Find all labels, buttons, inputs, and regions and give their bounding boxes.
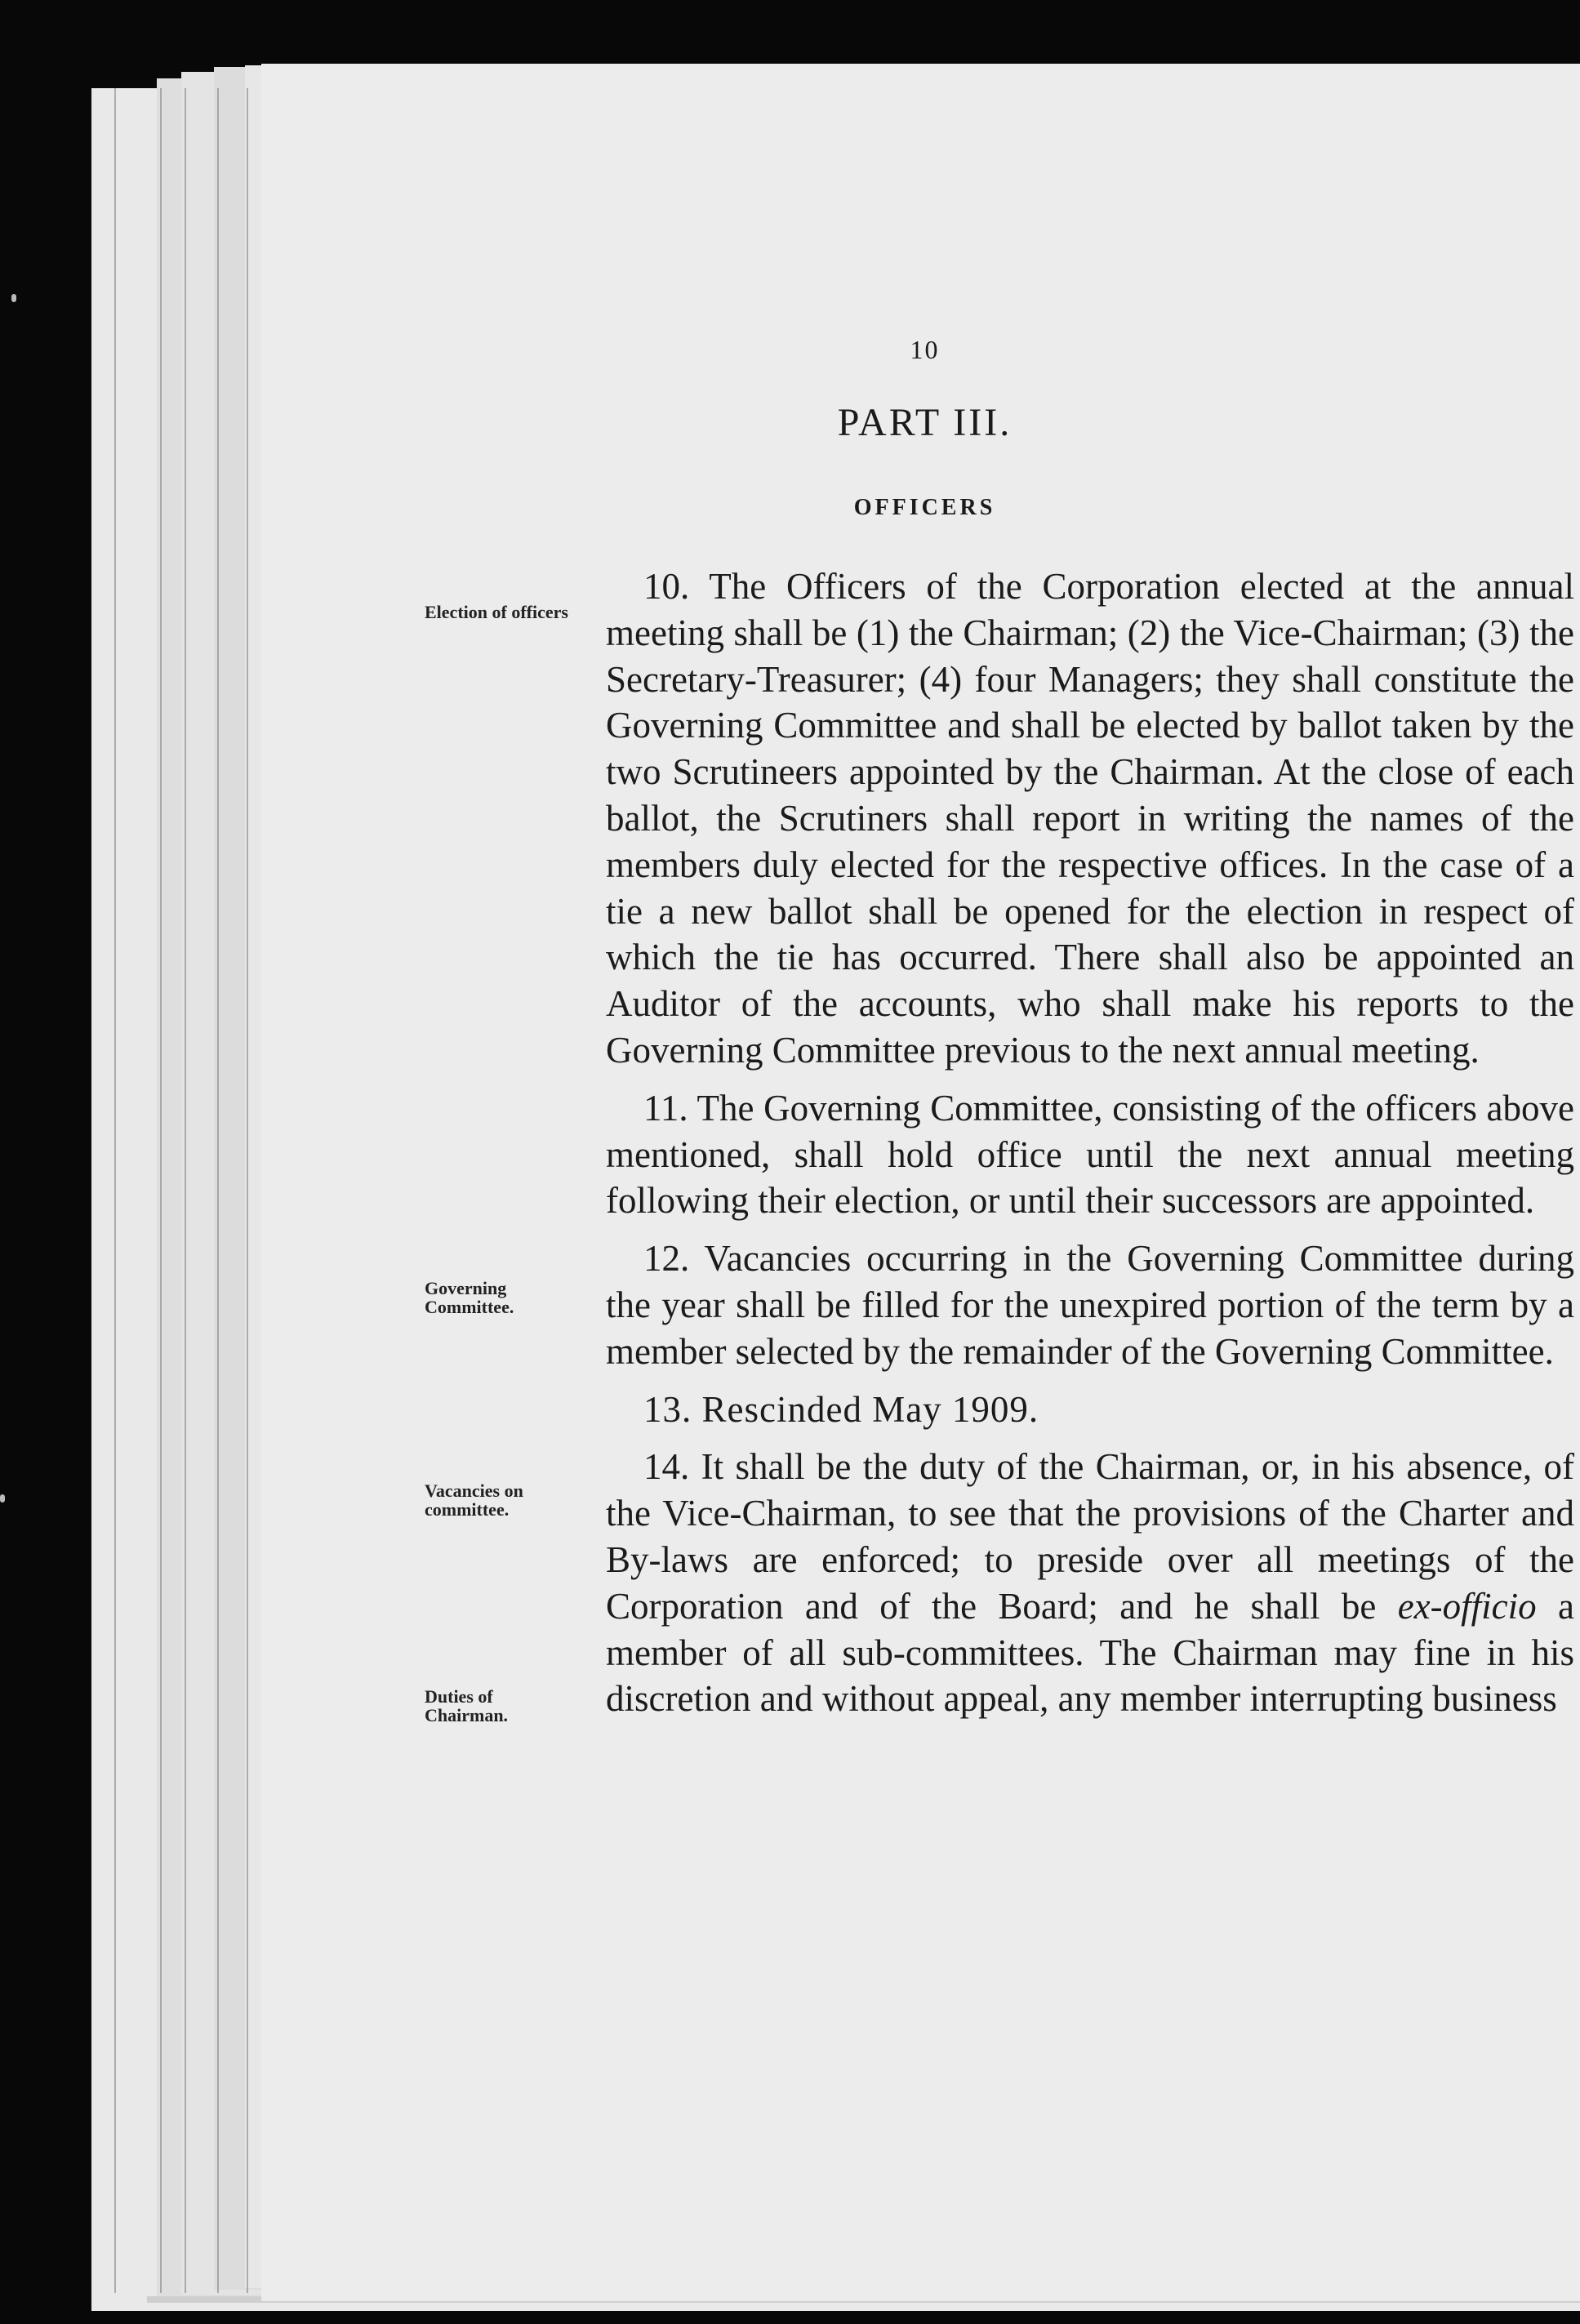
body-text — [606, 563, 1574, 1734]
paragraph-12: 12. Vacancies occurring in the Governing Committee during the year shall be filled for the unexpired portion of the term by a member selected by the remainder of the Governing Committee. — [606, 1238, 1574, 1372]
page-number: 10 — [910, 335, 940, 364]
paragraph-14-text-start: 14. It shall be the duty of the Chairman, or, in his absence, of the Vice-Chairman, to see that the provisions of the Charter and By-laws are enforced; to preside over all meetings of the Corporation and of the Board; and he shall be — [606, 1446, 1574, 1627]
paragraph-11: 11. The Governing Committee, consisting of the officers above mentioned, shall hold office until the next annual meeting following their election, or until their successors are appointed. — [606, 1087, 1574, 1222]
margin-note-governing: Governing Committee. — [425, 1278, 514, 1317]
paragraph-14-text-end: a member of all sub-committees. The Chairman may fine in his discretion and without appeal, any member interrupting business — [606, 1585, 1574, 1720]
paragraph-10: 10. The Officers of the Corporation elected at the annual meeting shall be (1) the Chairman; (2) the Vice-Chairman; (3) the Secretary-Treasurer; (4) four Managers; they shall constitute the Governing Committee and shall be elected by ballot taken by the two Scrutineers appointed by the Chairman. At the close of each ballot, the Scrutiners shall report in writing the names of the members duly elected for the respective offices. In the case of a tie a new ballot shall be opened for the election in respect of which the tie has occurred. There shall also be appointed an Auditor of the accounts, who shall make his reports to the Governing Committee previous to the next annual meeting. — [606, 566, 1574, 1071]
margin-note-vacancies: Vacancies on committee. — [425, 1480, 523, 1520]
section-title: OFFICERS — [853, 495, 996, 520]
margin-note-duties: Duties of Chairman. — [425, 1686, 509, 1725]
paragraph-14 — [606, 1444, 1574, 1722]
paragraph-14-italic-term: ex-officio — [1397, 1585, 1537, 1627]
scan-speck — [11, 294, 16, 302]
scan-speck — [0, 1494, 5, 1503]
margin-note-election: Election of officers — [425, 602, 568, 622]
paragraph-13: 13. Rescinded May 1909. — [643, 1388, 1039, 1430]
part-title: PART III. — [837, 401, 1013, 444]
